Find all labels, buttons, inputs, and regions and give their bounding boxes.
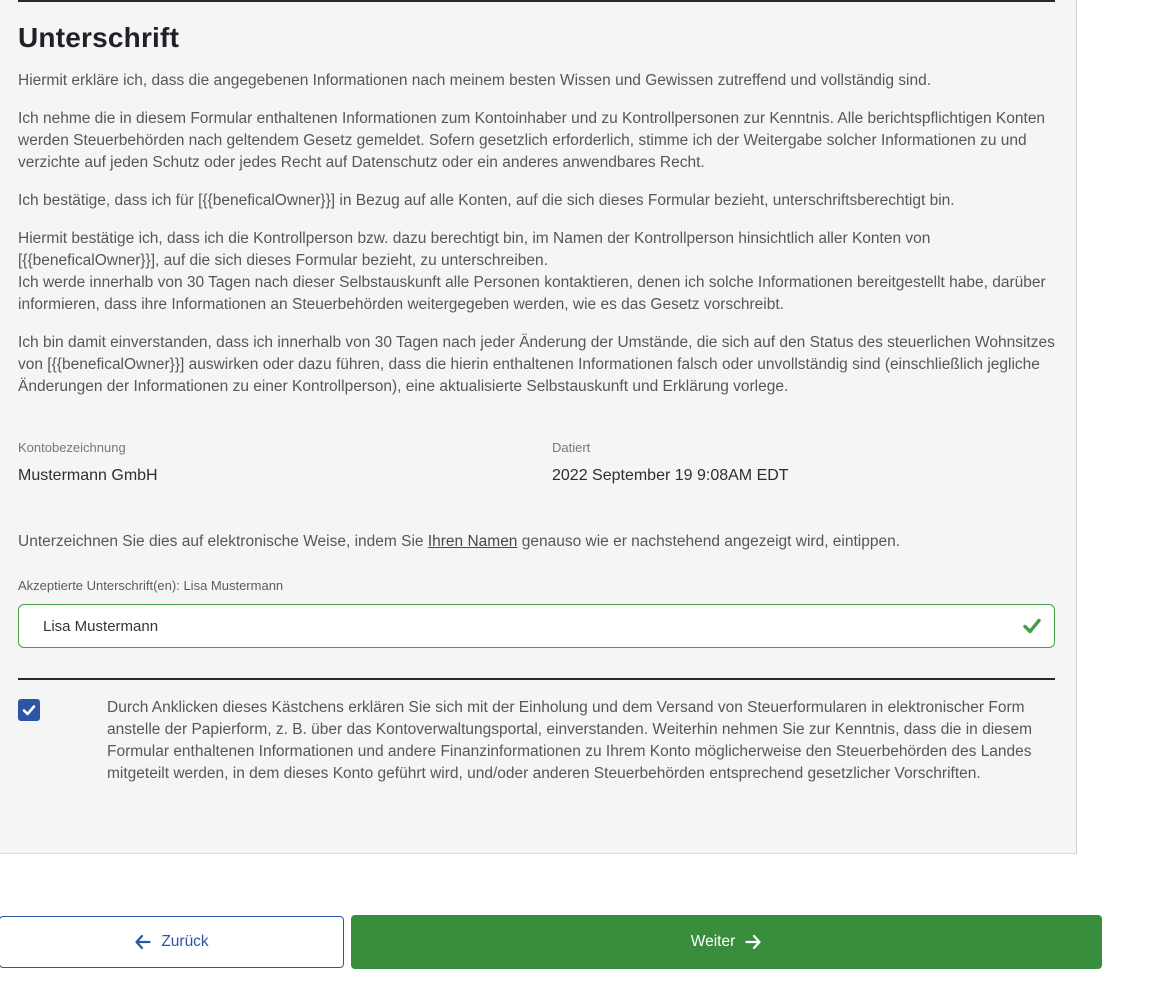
declaration-paragraph: Ich bin damit einverstanden, dass ich innerhalb von 30 Tagen nach jeder Änderung der Umstände, die sich auf den Status des steuerlichen Wohnsitzes von [{{beneficalOwner}}] auswirken oder dazu führen, dass die hierin enthaltenen Informationen falsch oder unvollständig sind (einschließlich jegliche Änderungen der Informationen zu einer Kontrollperson), eine aktualisierte Selbstauskunft und Erklärung vorlege. (18, 334, 1055, 395)
declaration-paragraph: Ich nehme die in diesem Formular enthaltenen Informationen zum Kontoinhaber und zu Kontrollpersonen zur Kenntnis. Alle berichtspflichtigen Konten werden Steuerbehörden nach geltendem Gesetz gemeldet. Sofern gesetzlich erforderlich, stimme ich der Weitergabe solcher Informationen zu und verzichte auf jeden Schutz oder jedes Recht auf Datenschutz oder ein anderes anwendbares Recht. (18, 110, 1046, 171)
declaration-paragraph: Ich werde innerhalb von 30 Tagen nach dieser Selbstauskunft alle Personen kontaktieren, denen ich solche Informationen bereitgestellt habe, darüber informieren, dass ihre Informationen an Steuerbehörden weitergegeben werden, wie es das Gesetz vorschreibt. (18, 274, 1046, 313)
dated-label: Datiert (552, 440, 591, 455)
dated-field (552, 440, 1055, 485)
arrow-right-icon (745, 934, 762, 950)
page-title: Unterschrift (18, 22, 180, 53)
next-button[interactable] (351, 915, 1102, 969)
consent-divider (18, 678, 1055, 680)
next-button-label: Weiter (690, 933, 736, 950)
signature-input[interactable] (18, 604, 1055, 648)
check-icon (1021, 615, 1043, 637)
signature-input-wrap (18, 604, 1055, 648)
consent-text: Durch Anklicken dieses Kästchens erklären Sie sich mit der Einholung und dem Versand von Steuerformularen in elektronischer Form anstelle der Papierform, z. B. über das Kontoverwaltungsportal, einverstanden. Weiterhin nehmen Sie zur Kenntnis, dass die in diesem Formular enthaltenen Informationen und andere Finanzinformationen zu Ihrem Konto möglicherweise den Steuerbehörden des Landes mitgeteilt werden, in dem dieses Konto geführt wird, und/oder anderen Steuerbehörden entsprechend gesetzlicher Vorschriften. (107, 699, 1033, 782)
consent-row (18, 697, 1055, 785)
your-name-link[interactable]: Ihren Namen (427, 533, 518, 550)
declaration-paragraph: Ich bestätige, dass ich für [{{beneficalOwner}}] in Bezug auf alle Konten, auf die sich dieses Formular bezieht, unterschriftsberechtigt bin. (18, 192, 955, 209)
declaration-paragraph: Hiermit erkläre ich, dass die angegebenen Informationen nach meinem besten Wissen und Gewissen zutreffend und vollständig sind. (18, 72, 932, 89)
checkbox-check-icon (21, 702, 37, 718)
arrow-left-icon (134, 934, 151, 950)
declaration-paragraph-group (18, 228, 1055, 316)
sign-instruction (18, 531, 1055, 553)
sign-instruction-after: genauso wie er nachstehend angezeigt wird, eintippen. (517, 533, 901, 550)
account-name-label: Kontobezeichnung (18, 440, 126, 455)
back-button[interactable] (0, 916, 344, 968)
account-name-field (18, 440, 552, 485)
back-button-label: Zurück (161, 933, 209, 950)
top-divider (18, 0, 1055, 2)
accepted-signature-label: Akzeptierte Unterschrift(en): Lisa Mustermann (18, 578, 284, 593)
sign-instruction-before: Unterzeichnen Sie dies auf elektronische Weise, indem Sie (18, 533, 428, 550)
summary-fields (18, 440, 1055, 485)
account-name-value: Mustermann GmbH (18, 467, 158, 484)
dated-value: 2022 September 19 9:08AM EDT (552, 467, 789, 484)
declaration-paragraph: Hiermit bestätige ich, dass ich die Kontrollperson bzw. dazu berechtigt bin, im Namen der Kontrollperson hinsichtlich aller Konten von [{{beneficalOwner}}], auf die sich dieses Formular bezieht, zu unterschreiben. (18, 230, 931, 269)
consent-checkbox[interactable] (18, 699, 40, 721)
